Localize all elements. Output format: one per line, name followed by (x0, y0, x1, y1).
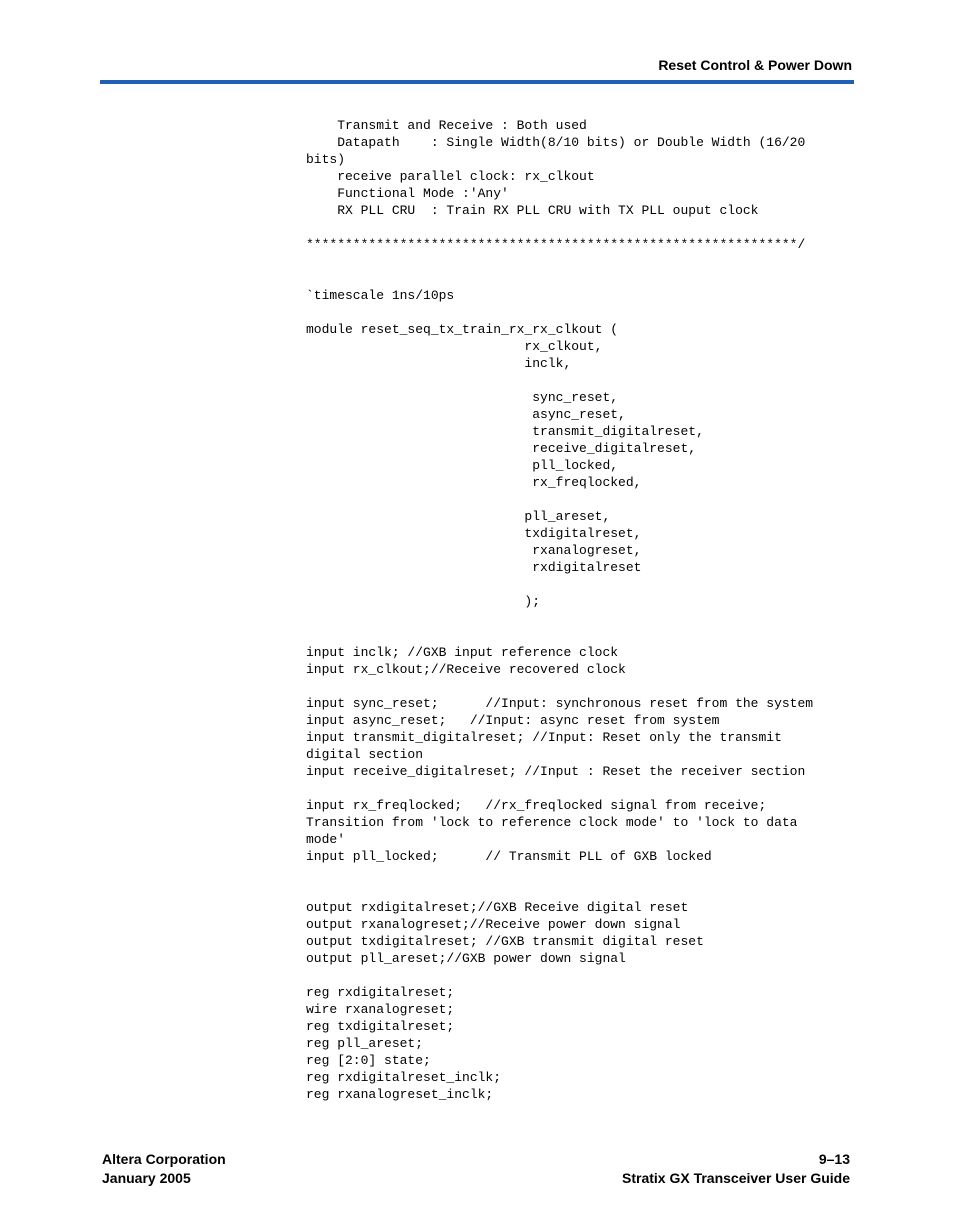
footer-right (622, 1150, 850, 1188)
footer-left (102, 1150, 226, 1188)
code-line: rxanalogreset, (306, 543, 642, 558)
code-line: input inclk; //GXB input reference clock (306, 645, 619, 660)
code-line: reg rxanalogreset_inclk; (306, 1087, 494, 1102)
code-line: async_reset, (306, 407, 626, 422)
code-line: input transmit_digitalreset; //Input: Reset only the transmit (306, 730, 782, 745)
footer-date: January 2005 (102, 1170, 191, 1186)
code-line: ***************************************************************/ (306, 237, 806, 252)
code-line: input pll_locked; // Transmit PLL of GXB locked (306, 849, 712, 864)
code-line (306, 304, 866, 321)
code-line (306, 219, 866, 236)
code-line: output pll_areset;//GXB power down signal (306, 951, 626, 966)
code-line (306, 780, 866, 797)
code-line: mode' (306, 832, 346, 847)
code-line (306, 253, 866, 270)
code-line: input rx_clkout;//Receive recovered clock (306, 662, 626, 677)
code-line: rx_freqlocked, (306, 475, 642, 490)
code-line: module reset_seq_tx_train_rx_rx_clkout ( (306, 322, 619, 337)
code-listing (306, 117, 866, 1103)
code-line: digital section (306, 747, 424, 762)
code-line: `timescale 1ns/10ps (306, 288, 455, 303)
code-line (306, 610, 866, 627)
code-line: pll_locked, (306, 458, 619, 473)
code-line: Datapath : Single Width(8/10 bits) or Double Width (16/20 (306, 135, 806, 150)
code-line: output rxdigitalreset;//GXB Receive digital reset (306, 900, 689, 915)
code-line: input sync_reset; //Input: synchronous reset from the system (306, 696, 814, 711)
code-line: txdigitalreset, (306, 526, 642, 541)
code-line: input receive_digitalreset; //Input : Reset the receiver section (306, 764, 806, 779)
code-line (306, 882, 866, 899)
code-line: rxdigitalreset (306, 560, 642, 575)
code-line (306, 865, 866, 882)
code-line: wire rxanalogreset; (306, 1002, 455, 1017)
code-line: sync_reset, (306, 390, 619, 405)
code-line (306, 678, 866, 695)
code-line: output rxanalogreset;//Receive power down signal (306, 917, 681, 932)
code-line (306, 491, 866, 508)
code-line (306, 627, 866, 644)
code-line: Functional Mode :'Any' (306, 186, 509, 201)
code-line: reg txdigitalreset; (306, 1019, 455, 1034)
code-line: pll_areset, (306, 509, 611, 524)
code-line: RX PLL CRU : Train RX PLL CRU with TX PLL ouput clock (306, 203, 759, 218)
code-line (306, 967, 866, 984)
code-line: reg pll_areset; (306, 1036, 424, 1051)
code-line: reg rxdigitalreset_inclk; (306, 1070, 502, 1085)
code-line: input rx_freqlocked; //rx_freqlocked signal from receive; (306, 798, 767, 813)
footer-page-number: 9–13 (818, 1151, 850, 1167)
code-line (306, 372, 866, 389)
footer-company: Altera Corporation (102, 1151, 226, 1167)
code-line: ); (306, 594, 541, 609)
code-line (306, 576, 866, 593)
running-header-title: Reset Control & Power Down (658, 57, 852, 73)
code-line: output txdigitalreset; //GXB transmit digital reset (306, 934, 704, 949)
header-rule (100, 80, 854, 84)
code-line: reg [2:0] state; (306, 1053, 431, 1068)
code-line (306, 270, 866, 287)
footer-guide-title: Stratix GX Transceiver User Guide (622, 1170, 850, 1186)
code-line: Transition from 'lock to reference clock mode' to 'lock to data (306, 815, 798, 830)
code-line: rx_clkout, (306, 339, 603, 354)
code-line: Transmit and Receive : Both used (306, 118, 587, 133)
code-line: input async_reset; //Input: async reset from system (306, 713, 720, 728)
code-line: receive_digitalreset, (306, 441, 697, 456)
code-line: inclk, (306, 356, 572, 371)
code-line: receive parallel clock: rx_clkout (306, 169, 595, 184)
code-line: bits) (306, 152, 346, 167)
code-line: transmit_digitalreset, (306, 424, 704, 439)
code-line: reg rxdigitalreset; (306, 985, 455, 1000)
